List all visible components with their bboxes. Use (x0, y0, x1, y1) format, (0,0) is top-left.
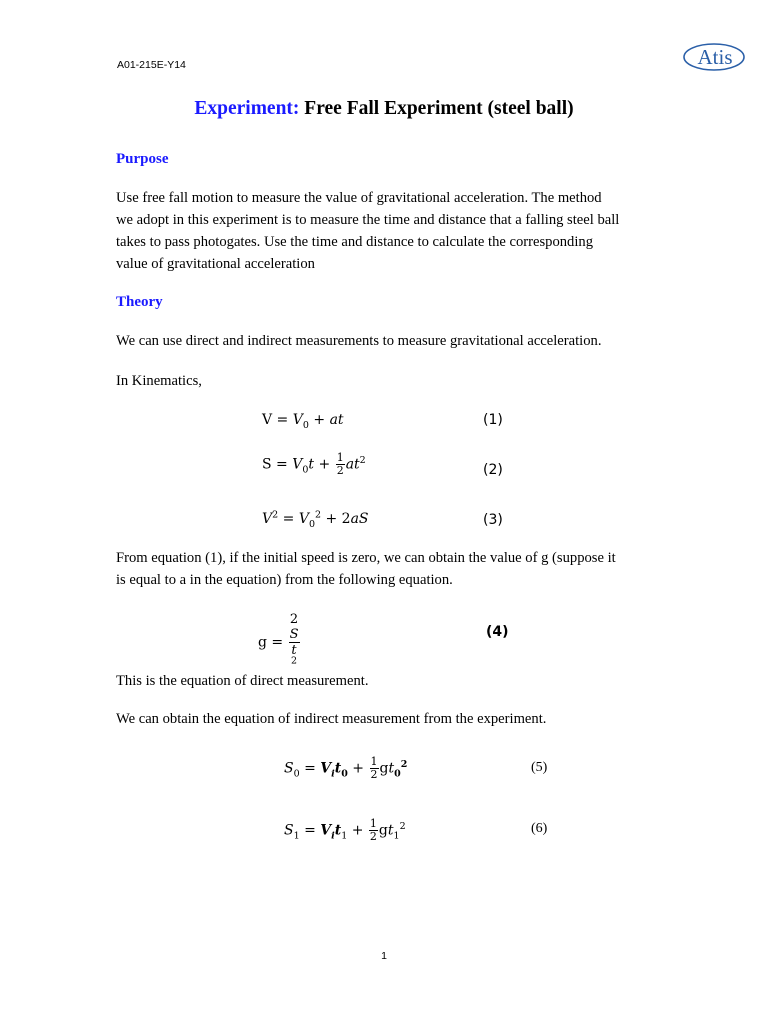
equation-2: $S = V_0t$ + $\frac{1}{2}$ $at^2$ (262, 451, 366, 477)
equation-6: $S_1 = V_it_1$ + $\frac{1}{2}$ $gt_1^2$ (284, 817, 406, 843)
equation-4: g = 2 S t $^2$ (258, 612, 299, 667)
purpose-heading: Purpose (116, 151, 169, 167)
document-code: A01-215E-Y14 (117, 59, 186, 71)
page-number: 1 (381, 950, 387, 962)
direct-measurement-text: This is the equation of direct measurement. (116, 673, 369, 689)
theory-intro: We can use direct and indirect measurements to measure gravitational acceleration. (116, 333, 602, 349)
equation-6-number: (6) (531, 821, 548, 836)
purpose-line: Use free fall motion to measure the value of gravitational acceleration. The method (116, 190, 602, 206)
paragraph-line: is equal to a in the equation) from the following equation. (116, 572, 453, 588)
equation-3-number: (3) (483, 512, 503, 528)
equation-4-number: (4) (486, 624, 509, 640)
paragraph-line: From equation (1), if the initial speed is zero, we can obtain the value of g (suppose it (116, 550, 616, 566)
equation-5-number: (5) (531, 760, 548, 775)
kinematics-text: In Kinematics, (116, 373, 202, 389)
equation-1-number: (1) (483, 412, 503, 428)
equation-5: $S_0 = V_it_0$ + $\frac{1}{2}$ $gt_0^2$ (284, 755, 408, 781)
equation-2-number: (2) (483, 462, 503, 478)
purpose-line: we adopt in this experiment is to measure the time and distance that a falling steel ball (116, 212, 620, 228)
equation-1: $V = V_0$ + at (262, 412, 344, 431)
title-main: Free Fall Experiment (steel ball) (304, 98, 574, 119)
page-title (0, 98, 768, 120)
indirect-measurement-text: We can obtain the equation of indirect measurement from the experiment. (116, 711, 547, 727)
theory-heading: Theory (116, 294, 163, 310)
atis-logo (682, 35, 746, 75)
equation-3: $V^2 = V_0^2 + 2aS$ (262, 509, 369, 530)
purpose-paragraph (116, 187, 656, 275)
from-equation-paragraph (116, 547, 656, 591)
logo-text: Atis (697, 45, 733, 69)
title-lead: Experiment: (194, 98, 300, 119)
purpose-line: value of gravitational acceleration (116, 256, 315, 272)
purpose-line: takes to pass photogates. Use the time and distance to calculate the corresponding (116, 234, 593, 250)
